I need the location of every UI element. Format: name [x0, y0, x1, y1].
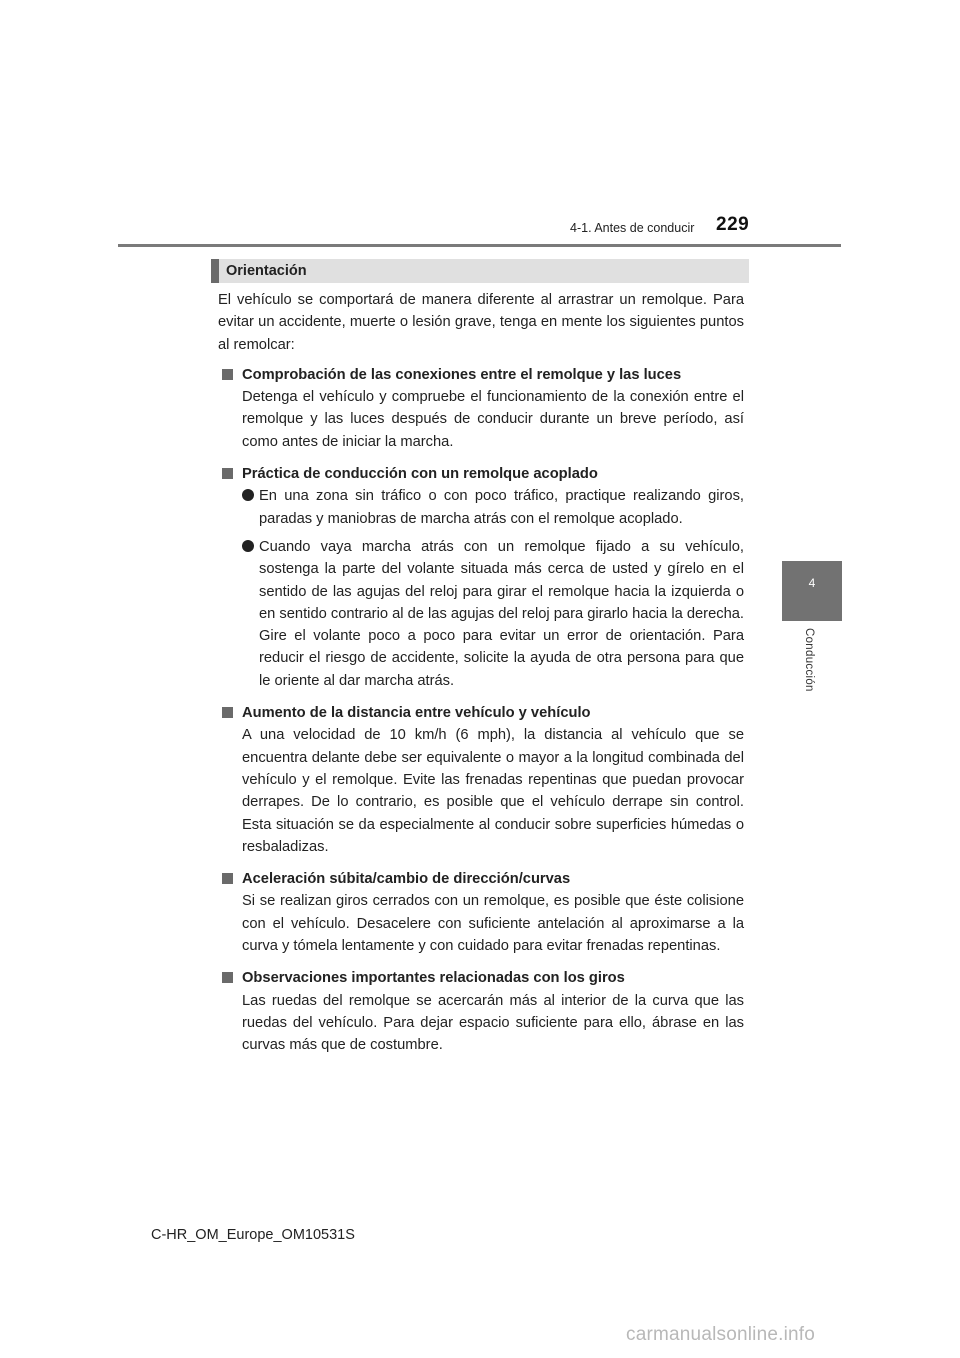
- section-text: Detenga el vehículo y compruebe el funcionamiento de la conexión entre el remolque y las luces después de conducir durante un breve período, así como antes de iniciar la marcha.: [242, 389, 744, 450]
- watermark-link[interactable]: carmanualsonline.info: [626, 1324, 816, 1345]
- content-body: [218, 289, 744, 1057]
- footer-document-code: C-HR_OM_Europe_OM10531S: [151, 1227, 355, 1243]
- section-heading: Aumento de la distancia entre vehículo y vehículo: [242, 705, 591, 722]
- section-acceleration: [218, 868, 744, 957]
- section-text: Si se realizan giros cerrados con un remolque, es posible que éste colisione con el vehículo. Desacelere con suficiente antelación al aproximarse a la curva y tómela lentamente y con cuidado para evitar frenadas repentinas.: [242, 893, 744, 955]
- section-practice: [218, 463, 744, 692]
- square-bullet-icon: [222, 873, 233, 884]
- section-text: Las ruedas del remolque se acercarán más al interior de la curva que las ruedas del vehículo. Para dejar espacio suficiente para ello, ábrase en las curvas más que de costumbre.: [242, 992, 744, 1054]
- chapter-tab: [782, 561, 842, 621]
- chapter-tab-label: Conducción: [803, 628, 815, 692]
- section-heading: Comprobación de las conexiones entre el remolque y las luces: [242, 366, 682, 383]
- page-number: 229: [716, 214, 750, 235]
- guide-heading-bar: [211, 259, 749, 283]
- section-heading: Aceleración súbita/cambio de dirección/curvas: [242, 871, 571, 888]
- guide-heading: Orientación: [226, 263, 307, 279]
- header-rule: [118, 244, 841, 247]
- section-turns: [218, 967, 744, 1056]
- square-bullet-icon: [222, 468, 233, 479]
- bullet-list: [242, 485, 744, 692]
- round-bullet-icon: [242, 540, 254, 552]
- header-section-title: 4-1. Antes de conducir: [570, 221, 695, 235]
- bullet-item: [242, 485, 744, 530]
- section-connections: [218, 364, 744, 453]
- round-bullet-icon: [242, 489, 254, 501]
- section-distance: [218, 702, 744, 858]
- bullet-item: [242, 536, 744, 692]
- bullet-text: Cuando vaya marcha atrás con un remolque fijado a su vehículo, sostenga la parte del volante situada más cerca de usted y gírelo en el sentido de las agujas del reloj para girar el remolque hacia la izquierda o en sentido contrario al de las agujas del reloj para girarlo hacia la derecha. Gire el volante poco a poco para evitar un error de orientación. Para reducir el riesgo de accidente, solicite la ayuda de otra persona para que le oriente al dar marcha atrás.: [259, 538, 744, 689]
- square-bullet-icon: [222, 972, 233, 983]
- section-heading: Observaciones importantes relacionadas con los giros: [242, 970, 625, 987]
- square-bullet-icon: [222, 369, 233, 380]
- section-text: A una velocidad de 10 km/h (6 mph), la distancia al vehículo que se encuentra delante debe ser equivalente o mayor a la longitud combinada del vehículo y el remolque. Evite las frenadas repentinas que puedan provocar derrapes. De lo contrario, es posible que el vehículo derrape sin control. Esta situación se da especialmente al conducir sobre superficies húmedas o resbaladizas.: [242, 727, 744, 855]
- chapter-tab-number: 4: [808, 576, 816, 590]
- section-heading: Práctica de conducción con un remolque acoplado: [242, 466, 598, 483]
- bullet-text: En una zona sin tráfico o con poco tráfico, practique realizando giros, paradas y maniobras de marcha atrás con el remolque acoplado.: [259, 488, 744, 527]
- intro-paragraph: El vehículo se comportará de manera diferente al arrastrar un remolque. Para evitar un accidente, muerte o lesión grave, tenga en mente los siguientes puntos al remolcar:: [218, 292, 744, 353]
- square-bullet-icon: [222, 707, 233, 718]
